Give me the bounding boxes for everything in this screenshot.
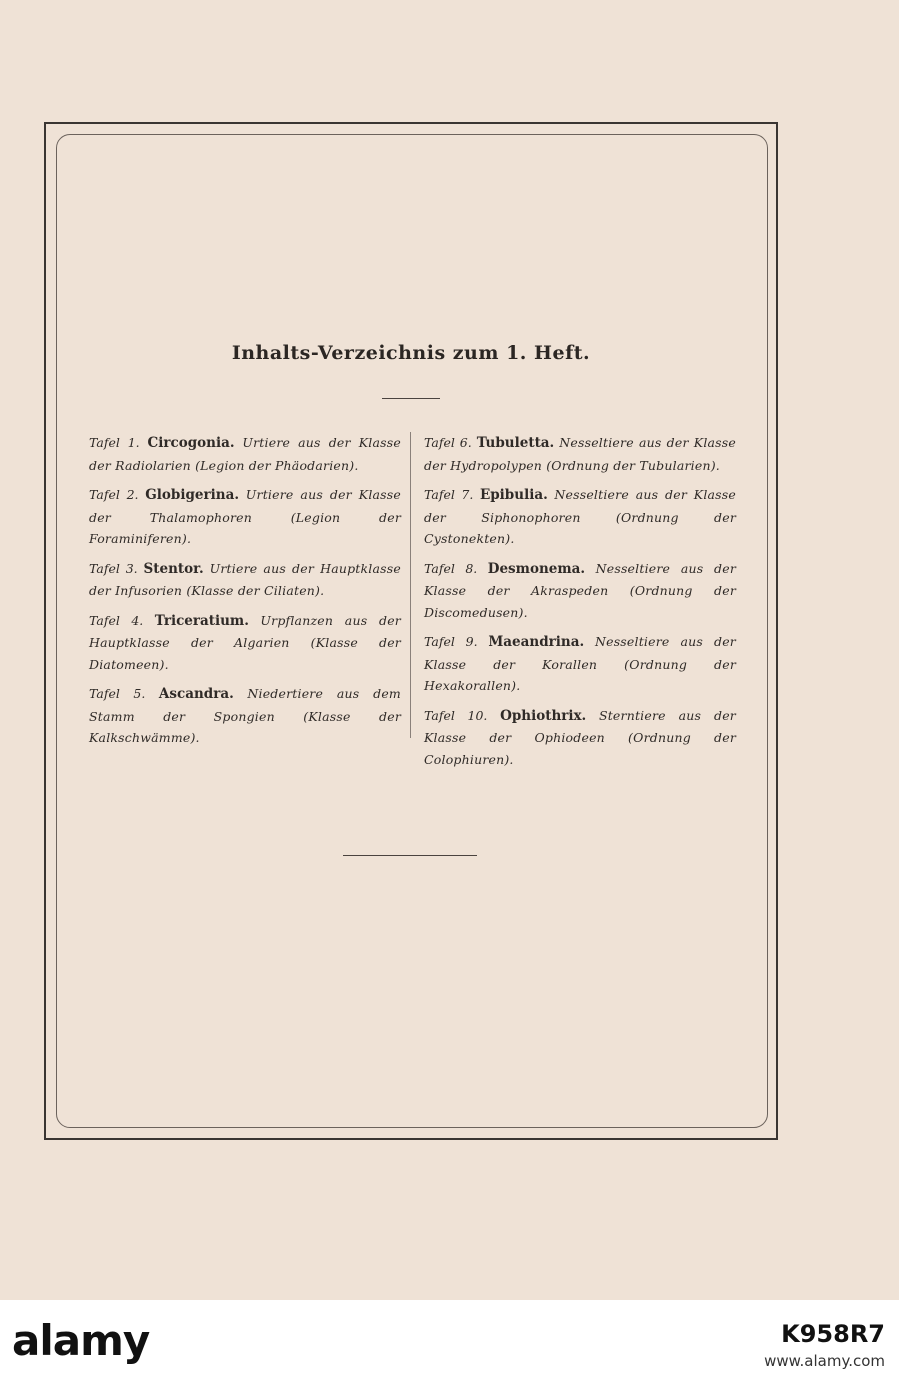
contents-entry (89, 558, 401, 602)
watermark-url: www.alamy.com (764, 1352, 885, 1370)
plate-description: Urtiere aus der Hauptklasse der Infusorien (Klasse der Ciliaten). (89, 560, 401, 598)
plate-name: Desmonema. (487, 560, 586, 577)
plate-label: Tafel 7. (424, 487, 474, 502)
plate-description: Nesseltiere aus der Klasse der Korallen (Ordnung der Hexakorallen). (424, 634, 736, 693)
plate-name: Tubuletta. (476, 435, 555, 451)
plate-name: Epibulia. (479, 487, 548, 503)
plate-description: Nesseltiere aus der Klasse der Hydropolypen (Ordnung der Tubularien). (424, 435, 737, 473)
contents-entry (424, 558, 736, 624)
plate-label: Tafel 2. (89, 487, 139, 502)
watermark-brand-logo: alamy (12, 1316, 150, 1365)
plate-label: Tafel 5. (89, 686, 146, 701)
plate-description: Sterntiere aus der Klasse der Ophiodeen (Ordnung der Colophiuren). (424, 707, 736, 767)
contents-entry (424, 631, 736, 697)
contents-left-column (89, 432, 401, 757)
contents-entry (89, 484, 401, 550)
plate-label: Tafel 3. (89, 560, 138, 576)
bottom-divider-rule (343, 855, 477, 856)
plate-name: Circogonia. (147, 435, 235, 451)
contents-entry (89, 432, 401, 476)
contents-entry (424, 484, 736, 550)
plate-description: Nesseltiere aus der Klasse der Siphonophoren (Ordnung der Cystonekten). (424, 487, 736, 546)
watermark-image-code: K958R7 (781, 1320, 885, 1348)
plate-label: Tafel 6. (424, 435, 472, 450)
contents-entry (424, 432, 736, 476)
contents-right-column (424, 432, 736, 778)
plate-name: Ophiothrix. (500, 707, 587, 724)
plate-label: Tafel 9. (424, 634, 478, 649)
contents-entry (424, 705, 736, 771)
plate-name: Triceratium. (154, 612, 249, 629)
contents-entry (89, 610, 401, 676)
plate-label: Tafel 1. (89, 435, 140, 450)
plate-name: Globigerina. (145, 487, 240, 503)
plate-name: Ascandra. (158, 686, 234, 702)
column-divider (410, 432, 411, 738)
plate-description: Urpflanzen aus der Hauptklasse der Algarien (Klasse der Diatomeen). (89, 612, 401, 672)
title-divider-rule (382, 398, 440, 399)
page-title: Inhalts-Verzeichnis zum 1. Heft. (231, 342, 591, 364)
plate-description: Nesseltiere aus der Klasse der Akraspeden (Ordnung der Discomedusen). (424, 560, 737, 620)
plate-description: Urtiere aus der Klasse der Radiolarien (Legion der Phäodarien). (89, 435, 401, 473)
plate-description: Urtiere aus der Klasse der Thalamophoren (Legion der Foraminiferen). (89, 487, 401, 546)
contents-entry (89, 683, 401, 749)
plate-name: Maeandrina. (488, 634, 585, 650)
plate-name: Stentor. (143, 560, 204, 577)
plate-label: Tafel 8. (424, 560, 478, 576)
plate-label: Tafel 10. (424, 707, 488, 723)
plate-description: Niedertiere aus dem Stamm der Spongien (Klasse der Kalkschwämme). (89, 686, 401, 745)
plate-label: Tafel 4. (89, 612, 144, 628)
